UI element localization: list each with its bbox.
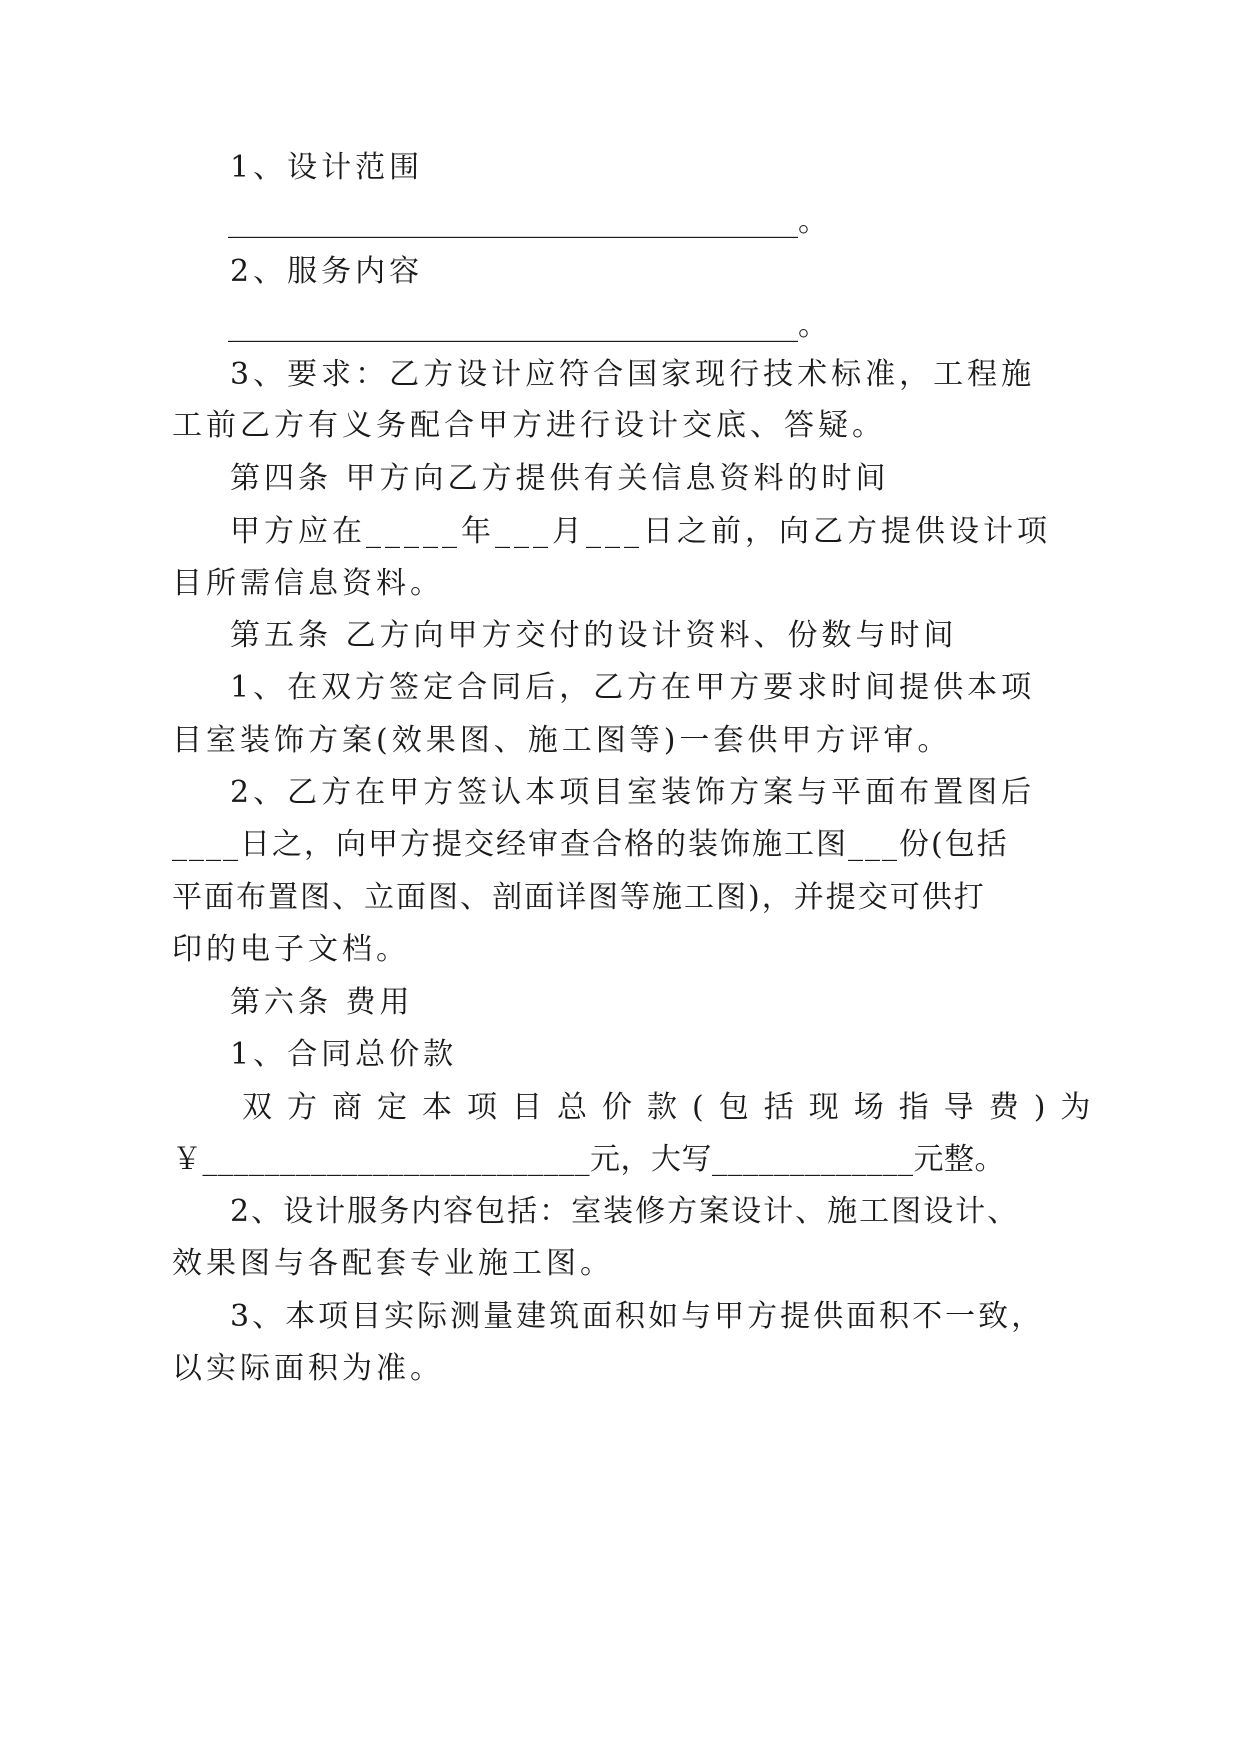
article-6-item1-heading: 1、合同总价款 xyxy=(230,1037,458,1072)
article-5-item2-l4: 印的电子文档。 xyxy=(172,932,410,967)
article-5-item2-l2: ____日之，向甲方提交经审查合格的装饰施工图___份(包括 xyxy=(172,827,1009,862)
article-4-body-l2: 目所需信息资料。 xyxy=(172,566,444,601)
article-6-item3-l2: 以实际面积为准。 xyxy=(172,1351,444,1386)
paragraph-requirements-l1: 3、要求：乙方设计应符合国家现行技术标准，工程施 xyxy=(230,357,1036,392)
item-design-scope: 1、设计范围 xyxy=(230,150,424,185)
article-6-item3-l1: 3、本项目实际测量建筑面积如与甲方提供面积不一致， xyxy=(230,1299,1045,1334)
paragraph-requirements-l2: 工前乙方有义务配合甲方进行设计交底、答疑。 xyxy=(172,408,886,443)
blank-line-design-scope: ______________________________________。 xyxy=(228,204,828,239)
article-4-heading: 第四条 甲方向乙方提供有关信息资料的时间 xyxy=(230,461,890,496)
article-5-item2-l1: 2、乙方在甲方签认本项目室装饰方案与平面布置图后 xyxy=(230,775,1036,810)
article-5-item1-l1: 1、在双方签定合同后，乙方在甲方要求时间提供本项 xyxy=(230,670,1036,705)
blank-line-service-content: ______________________________________。 xyxy=(228,308,828,343)
article-5-item2-l3: 平面布置图、立面图、剖面详图等施工图)，并提交可供打 xyxy=(172,880,986,915)
article-6-item2-l1: 2、设计服务内容包括：室装修方案设计、施工图设计、 xyxy=(230,1194,1020,1229)
article-6-heading: 第六条 费用 xyxy=(230,985,414,1020)
article-5-heading: 第五条 乙方向甲方交付的设计资料、份数与时间 xyxy=(230,618,958,653)
article-5-item1-l2: 目室装饰方案(效果图、施工图等)一套供甲方评审。 xyxy=(172,723,952,758)
article-6-item2-l2: 效果图与各配套专业施工图。 xyxy=(172,1246,614,1281)
article-6-item1-body-l1: 双方商定本项目总价款(包括现场指导费)为 xyxy=(242,1090,1106,1125)
item-service-content: 2、服务内容 xyxy=(230,254,424,289)
article-6-item1-body-l2: ￥_________________________元，大写_____________元整。 xyxy=(172,1142,1005,1177)
article-4-body-l1: 甲方应在_____年___月___日之前，向乙方提供设计项 xyxy=(230,514,1051,549)
